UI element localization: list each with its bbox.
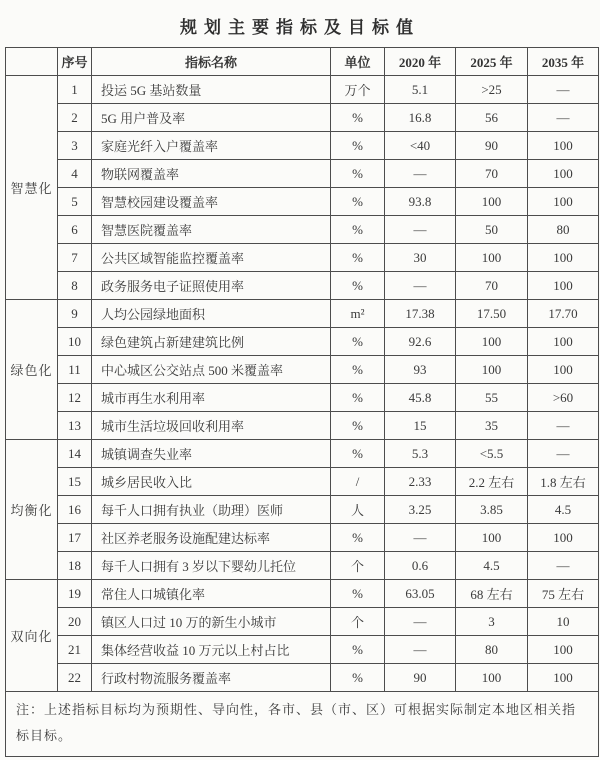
cell-y2035: 100 (528, 356, 599, 384)
cell-no: 21 (58, 636, 92, 664)
cell-unit: % (331, 216, 385, 244)
cell-name: 物联网覆盖率 (92, 160, 331, 188)
cell-unit: % (331, 524, 385, 552)
table-row (6, 76, 599, 104)
header-group-cell (6, 48, 58, 76)
cell-no: 10 (58, 328, 92, 356)
table-row (6, 104, 599, 132)
cell-y2020: 90 (385, 664, 456, 692)
cell-y2025: 4.5 (456, 552, 528, 580)
cell-no: 13 (58, 412, 92, 440)
cell-y2025: >25 (456, 76, 528, 104)
cell-y2035: 17.70 (528, 300, 599, 328)
cell-y2020: 30 (385, 244, 456, 272)
cell-unit: % (331, 384, 385, 412)
cell-y2035: 100 (528, 272, 599, 300)
cell-unit: % (331, 440, 385, 468)
cell-name: 常住人口城镇化率 (92, 580, 331, 608)
cell-y2025: 17.50 (456, 300, 528, 328)
cell-y2025: 100 (456, 664, 528, 692)
cell-unit: 个 (331, 552, 385, 580)
cell-y2035: 1.8 左右 (528, 468, 599, 496)
cell-name: 城市再生水利用率 (92, 384, 331, 412)
cell-y2025: 56 (456, 104, 528, 132)
cell-y2035: 4.5 (528, 496, 599, 524)
cell-unit: % (331, 636, 385, 664)
cell-no: 1 (58, 76, 92, 104)
cell-y2035: — (528, 76, 599, 104)
header-no: 序号 (58, 48, 92, 76)
cell-no: 3 (58, 132, 92, 160)
table-row (6, 664, 599, 692)
cell-name: 绿色建筑占新建建筑比例 (92, 328, 331, 356)
table-row (6, 216, 599, 244)
cell-y2035: >60 (528, 384, 599, 412)
cell-no: 8 (58, 272, 92, 300)
cell-y2020: 92.6 (385, 328, 456, 356)
table-row (6, 636, 599, 664)
cell-no: 19 (58, 580, 92, 608)
cell-name: 人均公园绿地面积 (92, 300, 331, 328)
cell-y2020: 5.1 (385, 76, 456, 104)
cell-unit: m² (331, 300, 385, 328)
cell-y2020: 16.8 (385, 104, 456, 132)
cell-no: 4 (58, 160, 92, 188)
cell-y2020: 0.6 (385, 552, 456, 580)
header-2025: 2025 年 (456, 48, 528, 76)
cell-no: 18 (58, 552, 92, 580)
cell-name: 社区养老服务设施配建达标率 (92, 524, 331, 552)
cell-y2035: 100 (528, 664, 599, 692)
cell-unit: % (331, 132, 385, 160)
cell-y2025: 70 (456, 272, 528, 300)
cell-no: 5 (58, 188, 92, 216)
cell-no: 2 (58, 104, 92, 132)
cell-no: 11 (58, 356, 92, 384)
cell-unit: % (331, 328, 385, 356)
header-unit: 单位 (331, 48, 385, 76)
cell-y2020: 17.38 (385, 300, 456, 328)
group-label: 双向化 (6, 580, 58, 692)
cell-unit: % (331, 160, 385, 188)
cell-y2020: — (385, 216, 456, 244)
cell-y2020: — (385, 272, 456, 300)
table-row (6, 440, 599, 468)
cell-y2025: 55 (456, 384, 528, 412)
header-row (6, 48, 599, 76)
cell-no: 14 (58, 440, 92, 468)
cell-y2020: 15 (385, 412, 456, 440)
cell-y2025: <5.5 (456, 440, 528, 468)
cell-y2020: 93 (385, 356, 456, 384)
table-row (6, 160, 599, 188)
cell-y2035: 75 左右 (528, 580, 599, 608)
cell-name: 每千人口拥有 3 岁以下婴幼儿托位 (92, 552, 331, 580)
cell-y2035: 80 (528, 216, 599, 244)
cell-y2025: 80 (456, 636, 528, 664)
page-title: 规划主要指标及目标值 (180, 18, 420, 37)
cell-no: 9 (58, 300, 92, 328)
table-row (6, 188, 599, 216)
indicators-table (5, 47, 599, 757)
cell-y2025: 100 (456, 244, 528, 272)
table-body (6, 76, 599, 692)
cell-name: 行政村物流服务覆盖率 (92, 664, 331, 692)
cell-unit: 个 (331, 608, 385, 636)
cell-y2020: — (385, 524, 456, 552)
cell-y2025: 2.2 左右 (456, 468, 528, 496)
cell-y2035: 10 (528, 608, 599, 636)
cell-y2020: 45.8 (385, 384, 456, 412)
cell-y2035: — (528, 440, 599, 468)
cell-no: 17 (58, 524, 92, 552)
table-row (6, 580, 599, 608)
cell-name: 城乡居民收入比 (92, 468, 331, 496)
cell-y2035: 100 (528, 188, 599, 216)
cell-name: 城市生活垃圾回收利用率 (92, 412, 331, 440)
cell-no: 7 (58, 244, 92, 272)
cell-name: 镇区人口过 10 万的新生小城市 (92, 608, 331, 636)
table-row (6, 552, 599, 580)
table-note: 注：上述指标目标均为预期性、导向性，各市、县（市、区）可根据实际制定本地区相关指标目标。 (6, 692, 599, 757)
cell-y2025: 3 (456, 608, 528, 636)
cell-y2020: 3.25 (385, 496, 456, 524)
cell-unit: / (331, 468, 385, 496)
cell-name: 中心城区公交站点 500 米覆盖率 (92, 356, 331, 384)
group-label: 智慧化 (6, 76, 58, 300)
cell-unit: 万个 (331, 76, 385, 104)
cell-unit: % (331, 104, 385, 132)
cell-y2025: 90 (456, 132, 528, 160)
cell-name: 公共区域智能监控覆盖率 (92, 244, 331, 272)
header-name: 指标名称 (92, 48, 331, 76)
document-page (0, 13, 600, 760)
cell-name: 集体经营收益 10 万元以上村占比 (92, 636, 331, 664)
group-label: 均衡化 (6, 440, 58, 580)
cell-y2035: 100 (528, 244, 599, 272)
table-row (6, 272, 599, 300)
cell-y2025: 100 (456, 188, 528, 216)
cell-name: 智慧医院覆盖率 (92, 216, 331, 244)
cell-y2020: 93.8 (385, 188, 456, 216)
cell-y2025: 100 (456, 524, 528, 552)
cell-unit: % (331, 412, 385, 440)
cell-y2025: 50 (456, 216, 528, 244)
table-row (6, 608, 599, 636)
cell-y2035: 100 (528, 132, 599, 160)
cell-unit: % (331, 272, 385, 300)
cell-name: 智慧校园建设覆盖率 (92, 188, 331, 216)
cell-name: 政务服务电子证照使用率 (92, 272, 331, 300)
cell-y2020: — (385, 608, 456, 636)
header-2020: 2020 年 (385, 48, 456, 76)
table-row (6, 328, 599, 356)
header-2035: 2035 年 (528, 48, 599, 76)
cell-y2035: 100 (528, 636, 599, 664)
cell-y2025: 100 (456, 356, 528, 384)
cell-y2025: 35 (456, 412, 528, 440)
cell-y2035: 100 (528, 524, 599, 552)
cell-y2020: 5.3 (385, 440, 456, 468)
cell-y2035: 100 (528, 160, 599, 188)
cell-y2025: 100 (456, 328, 528, 356)
group-label: 绿色化 (6, 300, 58, 440)
cell-y2035: — (528, 412, 599, 440)
table-row (6, 524, 599, 552)
cell-no: 12 (58, 384, 92, 412)
cell-y2025: 68 左右 (456, 580, 528, 608)
cell-name: 城镇调查失业率 (92, 440, 331, 468)
cell-unit: % (331, 580, 385, 608)
cell-y2025: 3.85 (456, 496, 528, 524)
cell-no: 22 (58, 664, 92, 692)
cell-y2035: — (528, 104, 599, 132)
cell-y2020: 2.33 (385, 468, 456, 496)
table-row (6, 132, 599, 160)
cell-no: 20 (58, 608, 92, 636)
table-row (6, 412, 599, 440)
table-row (6, 384, 599, 412)
table-row (6, 468, 599, 496)
cell-unit: % (331, 188, 385, 216)
cell-no: 15 (58, 468, 92, 496)
cell-name: 5G 用户普及率 (92, 104, 331, 132)
cell-y2035: 100 (528, 328, 599, 356)
cell-no: 6 (58, 216, 92, 244)
table-row (6, 496, 599, 524)
cell-y2035: — (528, 552, 599, 580)
table-row (6, 244, 599, 272)
cell-unit: 人 (331, 496, 385, 524)
cell-name: 每千人口拥有执业（助理）医师 (92, 496, 331, 524)
cell-y2020: — (385, 636, 456, 664)
cell-no: 16 (58, 496, 92, 524)
cell-y2020: — (385, 160, 456, 188)
cell-y2020: <40 (385, 132, 456, 160)
cell-y2020: 63.05 (385, 580, 456, 608)
table-row (6, 356, 599, 384)
cell-y2025: 70 (456, 160, 528, 188)
cell-unit: % (331, 244, 385, 272)
cell-unit: % (331, 664, 385, 692)
cell-unit: % (331, 356, 385, 384)
cell-name: 家庭光纤入户覆盖率 (92, 132, 331, 160)
cell-name: 投运 5G 基站数量 (92, 76, 331, 104)
table-row (6, 300, 599, 328)
